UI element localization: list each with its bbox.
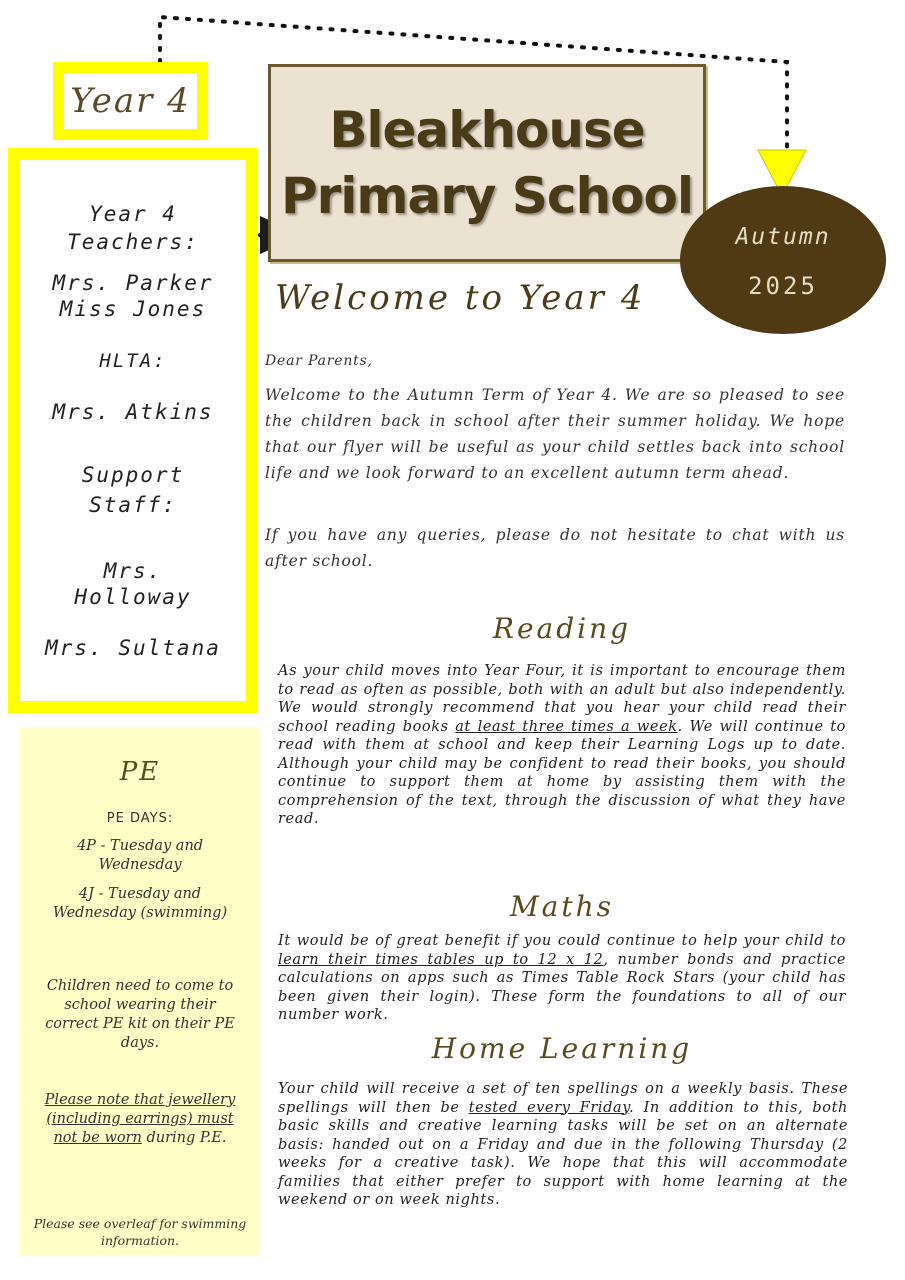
year-tab [53,62,208,140]
term-badge [680,186,886,334]
letter-paragraph-2: If you have any queries, please do not hesitate to chat with us after school. [265,526,845,570]
home-learning-text [278,1080,848,1210]
pe-overleaf-note: Please see overleaf for swimming information. [33,1216,247,1248]
pe-jewellery-b: during P.E. [141,1130,227,1146]
term-season: Autumn [735,224,831,250]
reading-text-a: As your child moves into Year Four, it is important to encourage them to read as often as possible, both with an adult but also independently. We would strongly recommend that you hear your child read their school reading books [278,663,846,735]
home-learning-heading: Home Learning [431,1032,693,1065]
maths-text-b: , number bonds and practice calculations on apps such as Times Table Rock Stars (your child has been given their login). These form the foundations to all of our number work. [278,951,846,1023]
teacher-name: Miss Jones [59,297,207,321]
home-learning-text-emphasis: tested every Friday [468,1099,630,1116]
letter-greeting: Dear Parents, [265,353,373,369]
pe-class-4p: 4P - Tuesday and Wednesday [76,838,204,873]
teacher-name: Mrs. Parker [52,271,214,295]
pe-jewellery-note [40,1091,240,1148]
hlta-heading: HLTA: [99,350,167,372]
letter-paragraph-1: Welcome to the Autumn Term of Year 4. We are so pleased to see the children back in school after their summer holiday. We hope that our flyer will be useful as your child settles back into school life and we look forward to an excellent autumn term ahead. [265,386,845,482]
support-heading: Support Staff: [81,463,185,517]
staff-box [8,148,258,713]
reading-text [278,662,846,829]
maths-text-a: It would be of great benefit if you could continue to help your child to [278,933,846,949]
reading-text-b: . We will continue to read with them at school and keep their Learning Logs up to date. Although your child may be confident to read their books, you should continue to support them at home by assisting them with the comprehension of the text, through the discussion of what they have read. [278,718,846,827]
school-name-line2: Primary School [280,167,694,225]
year-tab-label: Year 4 [70,81,191,121]
home-learning-text-a: Your child will receive a set of ten spellings on a weekly basis. These spellings will then be [278,1081,848,1116]
pe-class-4j: 4J - Tuesday and Wednesday (swimming) [52,886,228,921]
pe-panel [20,727,260,1255]
pe-days-label: PE DAYS: [106,811,174,826]
pe-heading: PE [119,757,161,787]
maths-text-emphasis: learn their times tables up to 12 x 12 [278,951,604,968]
school-title-box [268,64,706,262]
hlta-name: Mrs. Atkins [52,400,214,424]
support-name: Mrs. Sultana [45,636,221,660]
reading-heading: Reading [492,612,632,645]
maths-heading: Maths [509,890,615,923]
term-year: 2025 [748,272,818,300]
pe-jewellery-emphasis: must not be worn [53,1111,234,1146]
school-name-line1: Bleakhouse [329,101,645,159]
maths-text [278,932,846,1025]
support-name: Mrs. Holloway [74,559,192,609]
pe-kit-note: Children need to come to school wearing their correct PE kit on their PE days. [45,978,235,1051]
teachers-heading: Year 4 Teachers: [67,202,199,254]
welcome-title: Welcome to Year 4 [275,278,646,318]
pe-jewellery-a: Please note that jewellery (including earrings) [44,1092,236,1127]
home-learning-text-b: . In addition to this, both basic skills and creative learning tasks will be set on an alternate basis: handed out on a Friday and due in the following Thursday (2 weeks for a creative task). We hope that this will accommodate families that either prefer to support with home learning at the weekend or on week nights. [278,1099,848,1208]
reading-text-emphasis: at least three times a week [455,718,678,735]
